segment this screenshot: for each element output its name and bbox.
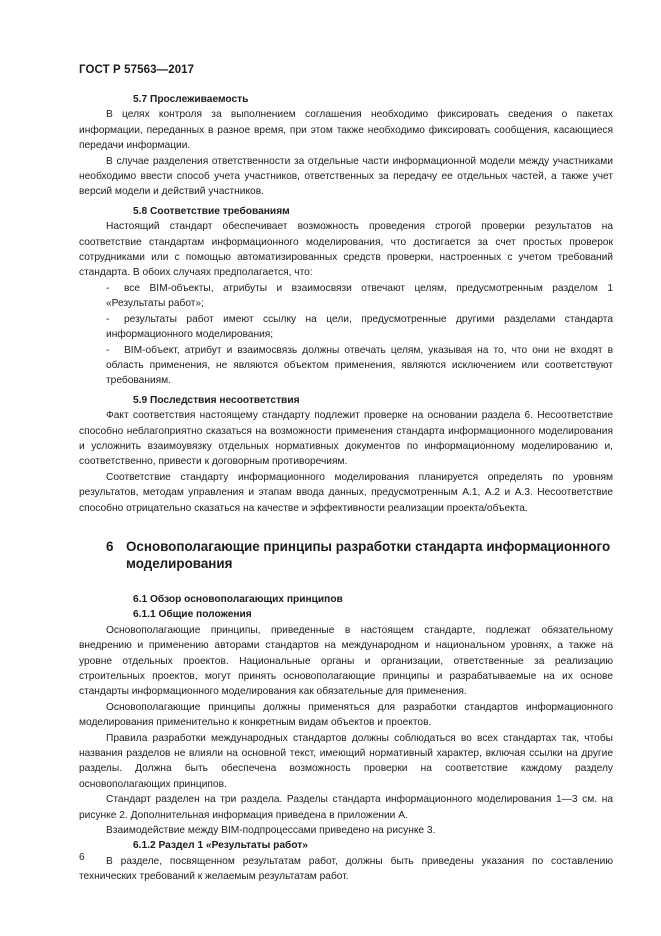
list-item-text: все BIM-объекты, атрибуты и взаимосвязи отвечают целям, предусмотренным разделом 1 «Результаты работ»; bbox=[106, 282, 613, 310]
section-5-8-heading: 5.8 Соответствие требованиям bbox=[133, 205, 290, 217]
list-dash: - bbox=[106, 344, 110, 356]
list-item-text: BIM-объект, атрибут и взаимосвязь должны отвечать целям, указывая на то, что они не входят в область применения, не являются объектом применения, являются исключением или соответствуют требованиям. bbox=[106, 344, 613, 387]
list-item bbox=[79, 312, 613, 343]
paragraph: Правила разработки международных стандартов должны соблюдаться во всех стандартах так, чтобы названия разделов не влияли на основной текст, имеющий нормативный характер, включая ссылки на другие разделы. Должна быть обеспечена возможность проверки на соответствие каждому разделу основополагающих принципов. bbox=[79, 732, 613, 790]
section-5-9-heading: 5.9 Последствия несоответствия bbox=[133, 394, 300, 406]
page-number: 6 bbox=[79, 852, 85, 863]
document-header: ГОСТ Р 57563—2017 bbox=[79, 64, 195, 76]
paragraph: Основополагающие принципы должны применяться для разработки стандартов информационного моделирования применительно к конкретным видам объектов и проектов. bbox=[79, 701, 613, 729]
list-item-text: результаты работ имеют ссылку на цели, предусмотренные другими разделами стандарта информационного моделирования; bbox=[106, 313, 613, 341]
section-6-1-1-heading: 6.1.1 Общие положения bbox=[133, 609, 252, 621]
paragraph: В случае разделения ответственности за отдельные части информационной модели между участниками необходимо ввести способ учета участников, ответственных за передачу ее отдельных частей, а также учет версий модели и действий участников. bbox=[79, 155, 613, 198]
list-item bbox=[79, 343, 613, 389]
section-6-1-2-heading: 6.1.2 Раздел 1 «Результаты работ» bbox=[133, 840, 308, 852]
list-item bbox=[79, 281, 613, 312]
section-6-1-heading: 6.1 Обзор основополагающих принципов bbox=[133, 593, 343, 605]
paragraph: Взаимодействие между BIM-подпроцессами приведено на рисунке 3. bbox=[106, 825, 436, 837]
section-title: Основополагающие принципы разработки стандарта информационного моделирования bbox=[126, 538, 611, 571]
paragraph: Факт соответствия настоящему стандарту подлежит проверке на основании раздела 6. Несоответствие способно неблагоприятно сказаться на возможности применения стандарта информационного моделирования и усложнить взаимоувязку отдельных нормативных документов по информационному моделированию и, соответственно, привести к договорным противоречиям. bbox=[79, 410, 613, 468]
section-5-7-heading: 5.7 Прослеживаемость bbox=[133, 94, 249, 105]
paragraph: В целях контроля за выполнением соглашения необходимо фиксировать сведения о пакетах информации, переданных в разное время, при этом также необходимо фиксировать сообщения, касающиеся передачи информации. bbox=[79, 109, 613, 152]
document-body bbox=[79, 92, 613, 885]
list-dash: - bbox=[106, 313, 110, 325]
paragraph: В разделе, посвященном результатам работ, должны быть приведены указания по составлению технических требований к желаемым результатам работ. bbox=[79, 855, 613, 883]
section-number: 6 bbox=[106, 538, 114, 554]
paragraph: Соответствие стандарту информационного моделирования планируется определять по уровням результатов, методам управления и этапам ввода данных, предусмотренным А.1, А.2 и А.3. Несоответствие способно отрицательно сказаться на качестве и эффективности реализации проекта/объекта. bbox=[79, 471, 613, 514]
paragraph: Настоящий стандарт обеспечивает возможность проведения строгой проверки результатов на соответствие стандартам информационного моделирования, что достигается за счет простых проверок сотрудниками или с помощью автоматизированных средств проверки, настроенных с учетом требований стандарта. В обоих случаях предполагается, что: bbox=[79, 221, 613, 279]
paragraph: Основополагающие принципы, приведенные в настоящем стандарте, подлежат обязательному внедрению и применению авторами стандартов на международном и национальном уровнях, а также на уровне отдельных проектов. Национальные органы и организации, ответственные за реализацию строительных проектов, могут принять основополагающие принципы и разрабатываемые на их основе стандарты информационного моделирования как обязательные для применения. bbox=[79, 624, 613, 698]
section-6-heading bbox=[79, 538, 613, 572]
list-dash: - bbox=[106, 282, 110, 294]
paragraph: Стандарт разделен на три раздела. Разделы стандарта информационного моделирования 1—3 см. на рисунке 2. Дополнительная информация приведена в приложении А. bbox=[79, 794, 613, 821]
